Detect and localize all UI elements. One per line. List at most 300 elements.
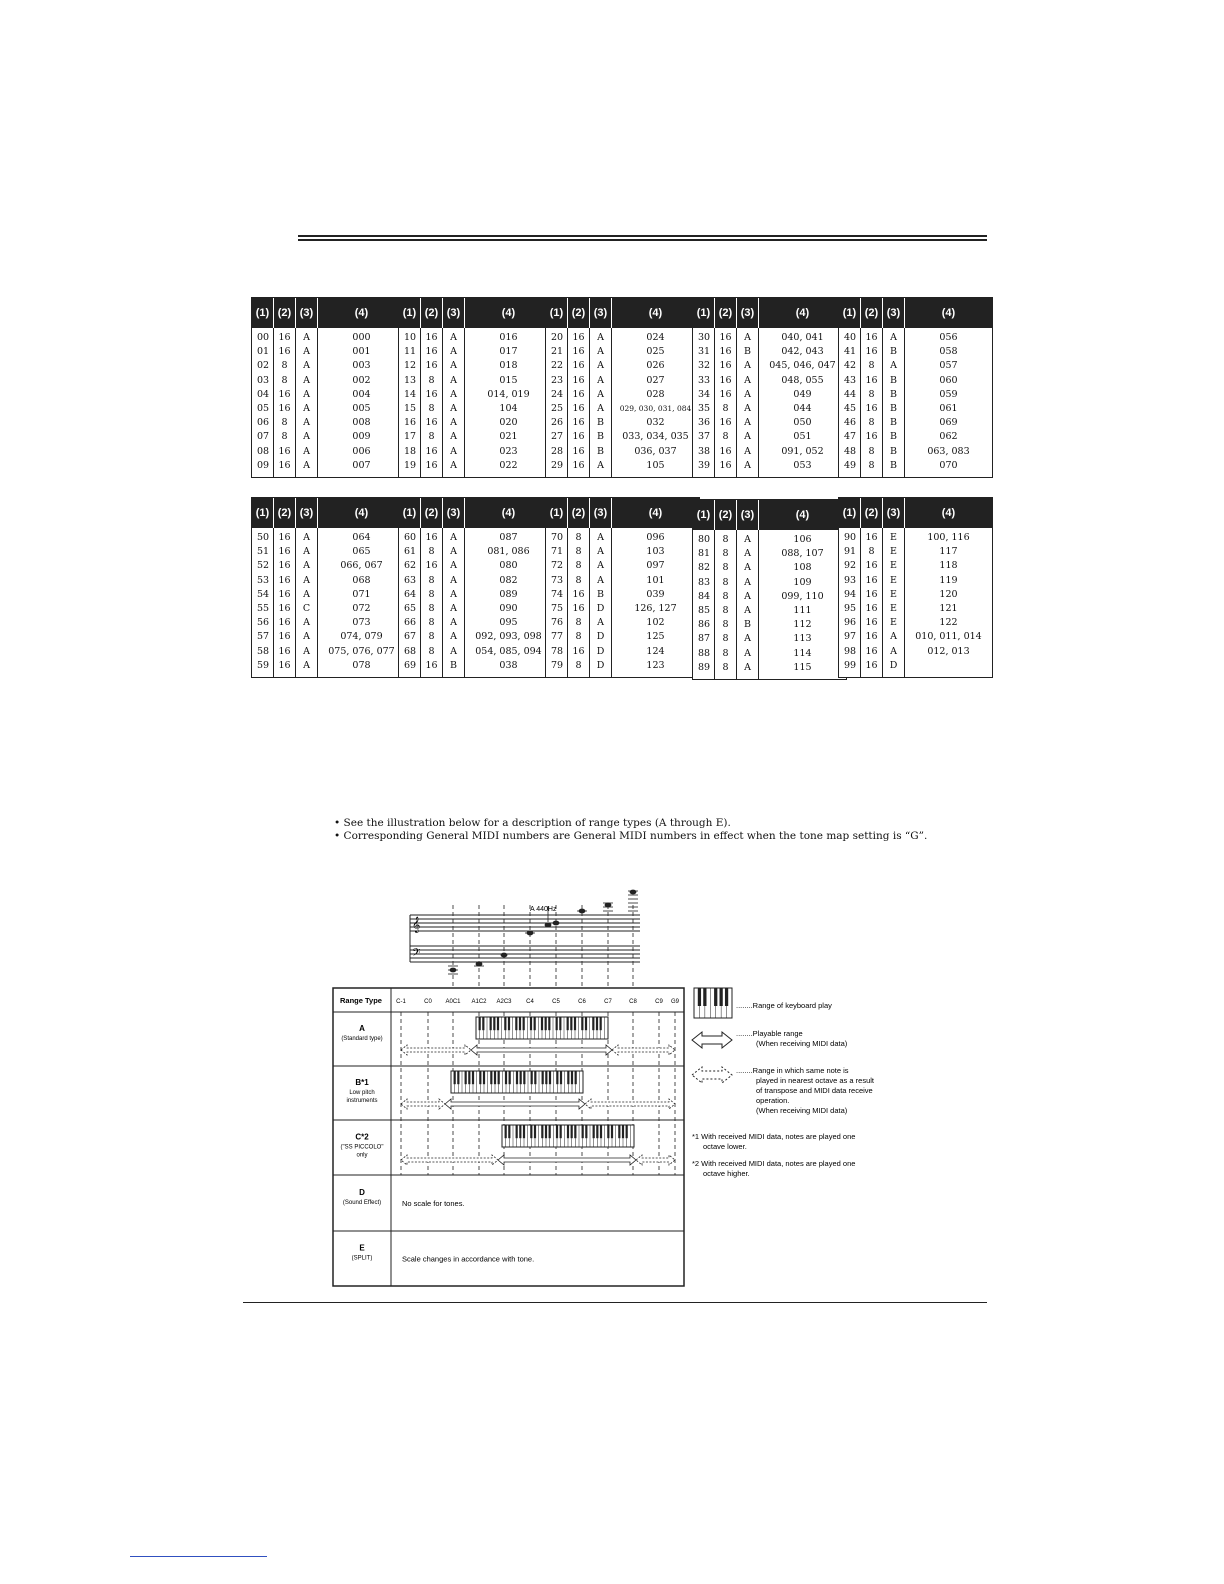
table-cell: A xyxy=(450,431,457,443)
table-cell: 16 xyxy=(278,617,291,629)
keyboard-range xyxy=(476,1017,608,1039)
table-cell: 075, 076, 077 xyxy=(328,645,395,657)
table-cell: 16 xyxy=(719,445,732,457)
table-cell: 8 xyxy=(722,562,729,574)
table-cell: 88 xyxy=(698,647,711,659)
table-cell: 16 xyxy=(865,659,878,671)
table-cell: 065 xyxy=(352,546,371,558)
same-note-range-arrow xyxy=(401,1099,445,1109)
table-cell: 16 xyxy=(865,574,878,586)
table-cell: A xyxy=(303,645,310,657)
table-cell: A xyxy=(303,445,310,457)
table-cell: 001 xyxy=(352,346,371,358)
table-cell: 8 xyxy=(428,631,435,643)
table-column xyxy=(399,328,421,477)
table-cell: 60 xyxy=(404,532,417,543)
table-cell: 010, 011, 014 xyxy=(915,631,982,643)
table-cell: 02 xyxy=(257,360,270,372)
table-cell: 117 xyxy=(939,546,958,558)
column-header: (3) xyxy=(590,498,612,528)
column-header: (2) xyxy=(861,498,883,528)
table-cell: 16 xyxy=(572,388,585,400)
tone-table xyxy=(545,497,700,678)
table-cell: 16 xyxy=(719,388,732,400)
table-cell: 8 xyxy=(428,588,435,600)
table-cell: 8 xyxy=(722,661,729,673)
table-cell: 66 xyxy=(404,617,417,629)
tone-table xyxy=(545,297,700,478)
table-cell: 93 xyxy=(844,574,857,586)
table-cell: A xyxy=(597,617,604,629)
table-cell: 64 xyxy=(404,588,417,600)
column-header: (3) xyxy=(296,498,318,528)
table-cell: A xyxy=(450,574,457,586)
table-cell: 122 xyxy=(939,617,958,629)
table-cell: 8 xyxy=(722,604,729,616)
table-cell: 47 xyxy=(844,431,857,443)
table-cell: 081, 086 xyxy=(487,546,530,558)
table-cell: 54 xyxy=(257,588,270,600)
table-cell: 068 xyxy=(352,574,371,586)
table-cell: A xyxy=(303,588,310,600)
table-cell: A xyxy=(450,346,457,358)
table-cell: 50 xyxy=(257,532,270,543)
table-cell: D xyxy=(596,659,605,671)
table-cell: 119 xyxy=(939,574,958,586)
note-label: C8 xyxy=(629,999,637,1005)
column-header: (2) xyxy=(274,298,296,328)
note-labels xyxy=(396,999,679,1005)
table-cell: 8 xyxy=(722,576,729,588)
table-cell: 16 xyxy=(572,431,585,443)
table-cell: 16 xyxy=(278,560,291,572)
table-cell: 13 xyxy=(404,374,417,386)
table-cell: 039 xyxy=(646,588,665,600)
table-cell: 89 xyxy=(698,661,711,673)
table-cell: 01 xyxy=(257,346,270,358)
table-cell: 026 xyxy=(646,360,665,372)
table-column xyxy=(759,328,846,477)
legend-same-text-4: operation. xyxy=(756,1096,790,1105)
table-cell: 03 xyxy=(257,374,270,386)
table-column xyxy=(443,328,465,477)
table-column xyxy=(693,328,715,477)
table-cell: 006 xyxy=(352,445,371,457)
table-header xyxy=(399,498,552,528)
table-cell: 33 xyxy=(698,374,711,386)
legend-same-note-arrow xyxy=(692,1067,732,1083)
table-cell: 16 xyxy=(865,346,878,358)
table-cell: B xyxy=(890,417,897,429)
table-cell: 27 xyxy=(551,431,564,443)
table-cell: 16 xyxy=(865,532,878,543)
table-cell: 16 xyxy=(278,659,291,671)
table-cell: 16 xyxy=(719,459,732,471)
table-cell: 16 xyxy=(865,602,878,614)
tone-table xyxy=(838,497,993,678)
table-cell: 023 xyxy=(499,445,518,457)
table-cell: 72 xyxy=(551,560,564,572)
table-cell: 52 xyxy=(257,560,270,572)
same-note-range-arrow xyxy=(585,1099,675,1109)
range-type-sub2: instruments xyxy=(346,1098,378,1104)
table-cell: 97 xyxy=(844,631,857,643)
table-cell: 70 xyxy=(551,532,564,543)
table-cell: 8 xyxy=(428,645,435,657)
table-cell: A xyxy=(597,374,604,386)
table-cell: A xyxy=(450,417,457,429)
table-cell: 22 xyxy=(551,360,564,372)
footnote-1a: *1 With received MIDI data, notes are played one xyxy=(692,1132,856,1141)
table-column xyxy=(443,528,465,677)
table-cell: A xyxy=(303,631,310,643)
table-cell: 063, 083 xyxy=(927,445,970,457)
table-cell: 074, 079 xyxy=(340,631,383,643)
note-label: C4 xyxy=(526,999,534,1005)
legend-playable-text-2: (When receiving MIDI data) xyxy=(756,1039,848,1048)
table-cell: 056 xyxy=(939,332,958,343)
table-cell: 16 xyxy=(278,332,291,343)
table-cell: A xyxy=(450,588,457,600)
table-header xyxy=(839,498,992,528)
table-column xyxy=(737,530,759,679)
table-header xyxy=(252,298,405,328)
table-cell: B xyxy=(744,346,751,358)
table-cell: A xyxy=(450,459,457,471)
range-type-header: Range Type xyxy=(340,996,382,1005)
table-cell: 16 xyxy=(425,388,438,400)
table-cell: A xyxy=(303,374,310,386)
table-cell: 066, 067 xyxy=(340,560,383,572)
table-cell: 101 xyxy=(646,574,665,586)
table-cell: 104 xyxy=(499,402,518,414)
column-header: (2) xyxy=(421,298,443,328)
table-cell: 070 xyxy=(939,459,958,471)
table-column xyxy=(883,328,905,477)
table-cell: 16 xyxy=(572,346,585,358)
table-cell: 16 xyxy=(278,574,291,586)
table-cell: 34 xyxy=(698,388,711,400)
table-cell: A xyxy=(303,546,310,558)
table-cell: A xyxy=(303,346,310,358)
table-cell: A xyxy=(303,617,310,629)
table-cell: 94 xyxy=(844,588,857,600)
table-cell: 8 xyxy=(722,548,729,560)
table-column xyxy=(759,530,846,679)
staff-notes xyxy=(448,890,638,974)
table-cell: 8 xyxy=(868,459,875,471)
table-cell: 060 xyxy=(939,374,958,386)
table-cell: A xyxy=(303,459,310,471)
table-cell: 76 xyxy=(551,617,564,629)
table-cell: 53 xyxy=(257,574,270,586)
table-cell: 67 xyxy=(404,631,417,643)
table-cell: B xyxy=(597,431,604,443)
footnote-2a: *2 With received MIDI data, notes are played one xyxy=(692,1159,856,1168)
table-cell: 20 xyxy=(551,332,564,343)
table-cell: 16 xyxy=(572,602,585,614)
table-cell: 16 xyxy=(865,431,878,443)
table-column xyxy=(421,328,443,477)
table-cell: A xyxy=(450,560,457,572)
table-cell: A xyxy=(450,532,457,543)
table-cell: 51 xyxy=(257,546,270,558)
column-header: (3) xyxy=(443,298,465,328)
table-cell: 8 xyxy=(575,560,582,572)
range-type-name: D xyxy=(359,1188,365,1197)
table-cell: B xyxy=(890,445,897,457)
table-column xyxy=(546,528,568,677)
table-cell: 8 xyxy=(722,402,729,414)
note-label: A2C3 xyxy=(496,999,512,1005)
table-cell: A xyxy=(744,431,751,443)
column-header: (4) xyxy=(501,507,516,519)
table-cell: 126, 127 xyxy=(634,602,677,614)
table-cell: 109 xyxy=(793,576,812,588)
column-header: (2) xyxy=(861,298,883,328)
table-cell: 8 xyxy=(722,647,729,659)
table-cell: 8 xyxy=(428,374,435,386)
table-cell: A xyxy=(450,546,457,558)
table-cell: A xyxy=(303,402,310,414)
column-header: (4) xyxy=(354,307,369,319)
column-header: (1) xyxy=(839,498,861,528)
table-cell: 09 xyxy=(257,459,270,471)
table-cell: 090 xyxy=(499,602,518,614)
keyboard-range xyxy=(451,1071,583,1093)
table-cell: A xyxy=(744,332,751,343)
table-cell: 8 xyxy=(428,617,435,629)
table-cell: 16 xyxy=(865,374,878,386)
table-column xyxy=(883,528,905,677)
table-cell: 054, 085, 094 xyxy=(475,645,542,657)
footnote-2b: octave higher. xyxy=(703,1169,750,1178)
table-cell: 42 xyxy=(844,360,857,372)
bottom-link-underline[interactable] xyxy=(130,1556,267,1557)
footnote-1b: octave lower. xyxy=(703,1142,747,1151)
table-cell: 8 xyxy=(722,590,729,602)
table-cell: A xyxy=(744,604,751,616)
table-cell: 16 xyxy=(572,588,585,600)
column-header: (4) xyxy=(795,307,810,319)
table-cell: B xyxy=(890,402,897,414)
bass-clef: 𝄢 xyxy=(412,946,421,961)
column-header: (4) xyxy=(648,507,663,519)
table-cell: 051 xyxy=(793,431,812,443)
table-cell: 55 xyxy=(257,602,270,614)
table-cell: 86 xyxy=(698,619,711,631)
table-cell: 088, 107 xyxy=(781,548,824,560)
table-cell: A xyxy=(450,374,457,386)
table-cell: 080 xyxy=(499,560,518,572)
column-header: (2) xyxy=(715,298,737,328)
legend-same-text-1: ........Range in which same note is xyxy=(736,1066,849,1075)
table-cell: 8 xyxy=(428,402,435,414)
table-cell: 8 xyxy=(575,532,582,543)
table-column xyxy=(252,328,274,477)
table-cell: E xyxy=(890,588,897,600)
range-arrows xyxy=(401,1045,675,1165)
column-header: (2) xyxy=(421,498,443,528)
table-cell: 58 xyxy=(257,645,270,657)
table-cell: 16 xyxy=(865,332,878,343)
table-cell: 007 xyxy=(352,459,371,471)
table-cell: A xyxy=(303,388,310,400)
table-cell: 65 xyxy=(404,602,417,614)
table-cell: A xyxy=(597,459,604,471)
table-cell: 83 xyxy=(698,576,711,588)
table-cell: E xyxy=(890,560,897,572)
table-cell: 044 xyxy=(793,402,812,414)
table-cell: 012, 013 xyxy=(927,645,970,657)
column-header: (1) xyxy=(252,498,274,528)
table-cell: B xyxy=(890,459,897,471)
table-cell: 59 xyxy=(257,659,270,671)
table-cell: 39 xyxy=(698,459,711,471)
table-cell: 16 xyxy=(425,360,438,372)
table-cell: 73 xyxy=(551,574,564,586)
table-column xyxy=(274,528,296,677)
table-cell: 16 xyxy=(425,346,438,358)
table-cell: 018 xyxy=(499,360,518,372)
table-cell: A xyxy=(890,360,897,372)
range-type-description: No scale for tones. xyxy=(402,1199,465,1208)
table-cell: A xyxy=(597,532,604,543)
table-cell: 092, 093, 098 xyxy=(475,631,542,643)
table-cell: 005 xyxy=(352,402,371,414)
table-cell: 061 xyxy=(939,402,958,414)
table-cell: 8 xyxy=(722,534,729,545)
table-cell: 025 xyxy=(646,346,665,358)
column-header: (1) xyxy=(546,298,568,328)
table-cell: 16 xyxy=(278,388,291,400)
table-cell: A xyxy=(303,431,310,443)
table-cell: 16 xyxy=(425,459,438,471)
same-note-range-arrow xyxy=(636,1155,675,1165)
table-cell: A xyxy=(450,445,457,457)
table-cell: 16 xyxy=(572,459,585,471)
legend-playable-text-1: ........Playable range xyxy=(736,1029,803,1038)
note-label: G9 xyxy=(670,999,680,1005)
table-cell: 020 xyxy=(499,417,518,429)
table-cell: 118 xyxy=(939,560,958,572)
table-cell: 102 xyxy=(646,617,665,629)
legend xyxy=(692,988,875,1178)
column-header: (1) xyxy=(252,298,274,328)
table-cell: 16 xyxy=(572,445,585,457)
table-cell: 62 xyxy=(404,560,417,572)
table-column xyxy=(861,528,883,677)
table-cell: 097 xyxy=(646,560,665,572)
note-label: C6 xyxy=(578,999,586,1005)
range-type-sub: ("SS PICCOLO" xyxy=(340,1144,384,1151)
column-header: (3) xyxy=(443,498,465,528)
table-cell: 027 xyxy=(646,374,665,386)
table-cell: 120 xyxy=(939,588,958,600)
table-cell: A xyxy=(744,417,751,429)
diagram-grid xyxy=(333,988,684,1286)
column-header: (3) xyxy=(737,298,759,328)
table-cell: A xyxy=(890,645,897,657)
table-cell: 16 xyxy=(572,332,585,343)
table-cell: A xyxy=(303,574,310,586)
table-cell: 022 xyxy=(499,459,518,471)
staff xyxy=(410,915,640,962)
table-cell: 124 xyxy=(646,645,665,657)
table-cell: 12 xyxy=(404,360,417,372)
tone-table xyxy=(398,497,553,678)
column-header: (1) xyxy=(693,500,715,530)
table-cell: 8 xyxy=(722,633,729,645)
table-cell: 80 xyxy=(698,534,711,545)
table-cell: 16 xyxy=(425,417,438,429)
table-cell: A xyxy=(890,332,897,343)
tone-table xyxy=(398,297,553,478)
table-cell: 61 xyxy=(404,546,417,558)
table-cell: A xyxy=(450,332,457,343)
table-cell: 029, 030, 031, 084 xyxy=(619,403,692,413)
table-cell: 79 xyxy=(551,659,564,671)
table-cell: 16 xyxy=(278,346,291,358)
table-cell: 087 xyxy=(499,532,518,543)
table-column xyxy=(399,528,421,677)
table-column xyxy=(693,530,715,679)
table-cell: 16 xyxy=(572,374,585,386)
table-cell: 16 xyxy=(572,645,585,657)
table-cell: 16 xyxy=(278,631,291,643)
range-type-sub: Low pitch xyxy=(349,1090,375,1096)
table-cell: 16 xyxy=(278,546,291,558)
tone-table xyxy=(692,297,847,478)
table-cell: 35 xyxy=(698,402,711,414)
table-cell: 16 xyxy=(719,374,732,386)
table-cell: 032 xyxy=(646,417,665,429)
table-cell: 096 xyxy=(646,532,665,543)
table-cell: 16 xyxy=(278,532,291,543)
table-cell: 30 xyxy=(698,332,711,343)
legend-same-text-2: played in nearest octave as a result xyxy=(756,1076,874,1085)
table-cell: 8 xyxy=(281,431,288,443)
table-cell: D xyxy=(889,659,898,671)
tone-table xyxy=(838,297,993,478)
table-cell: 36 xyxy=(698,417,711,429)
table-cell: 082 xyxy=(499,574,518,586)
column-header: (1) xyxy=(693,298,715,328)
table-cell: 045, 046, 047 xyxy=(769,360,836,372)
table-cell: 18 xyxy=(404,445,417,457)
table-cell: 008 xyxy=(352,417,371,429)
table-cell: 103 xyxy=(646,546,665,558)
table-cell: 8 xyxy=(428,546,435,558)
table-cell: 45 xyxy=(844,402,857,414)
table-column xyxy=(568,328,590,477)
same-note-range-arrow xyxy=(401,1155,498,1165)
table-cell: A xyxy=(303,332,310,343)
table-cell: 113 xyxy=(793,633,812,645)
table-cell: B xyxy=(890,431,897,443)
table-cell: 19 xyxy=(404,459,417,471)
column-header: (4) xyxy=(648,307,663,319)
table-cell: 41 xyxy=(844,346,857,358)
notes xyxy=(334,817,927,843)
table-cell: 16 xyxy=(572,417,585,429)
table-cell: 16 xyxy=(278,645,291,657)
table-column xyxy=(421,528,443,677)
playable-range-arrow xyxy=(498,1155,636,1165)
table-cell: 059 xyxy=(939,388,958,400)
table-cell: 40 xyxy=(844,332,857,343)
table-cell: B xyxy=(450,659,457,671)
